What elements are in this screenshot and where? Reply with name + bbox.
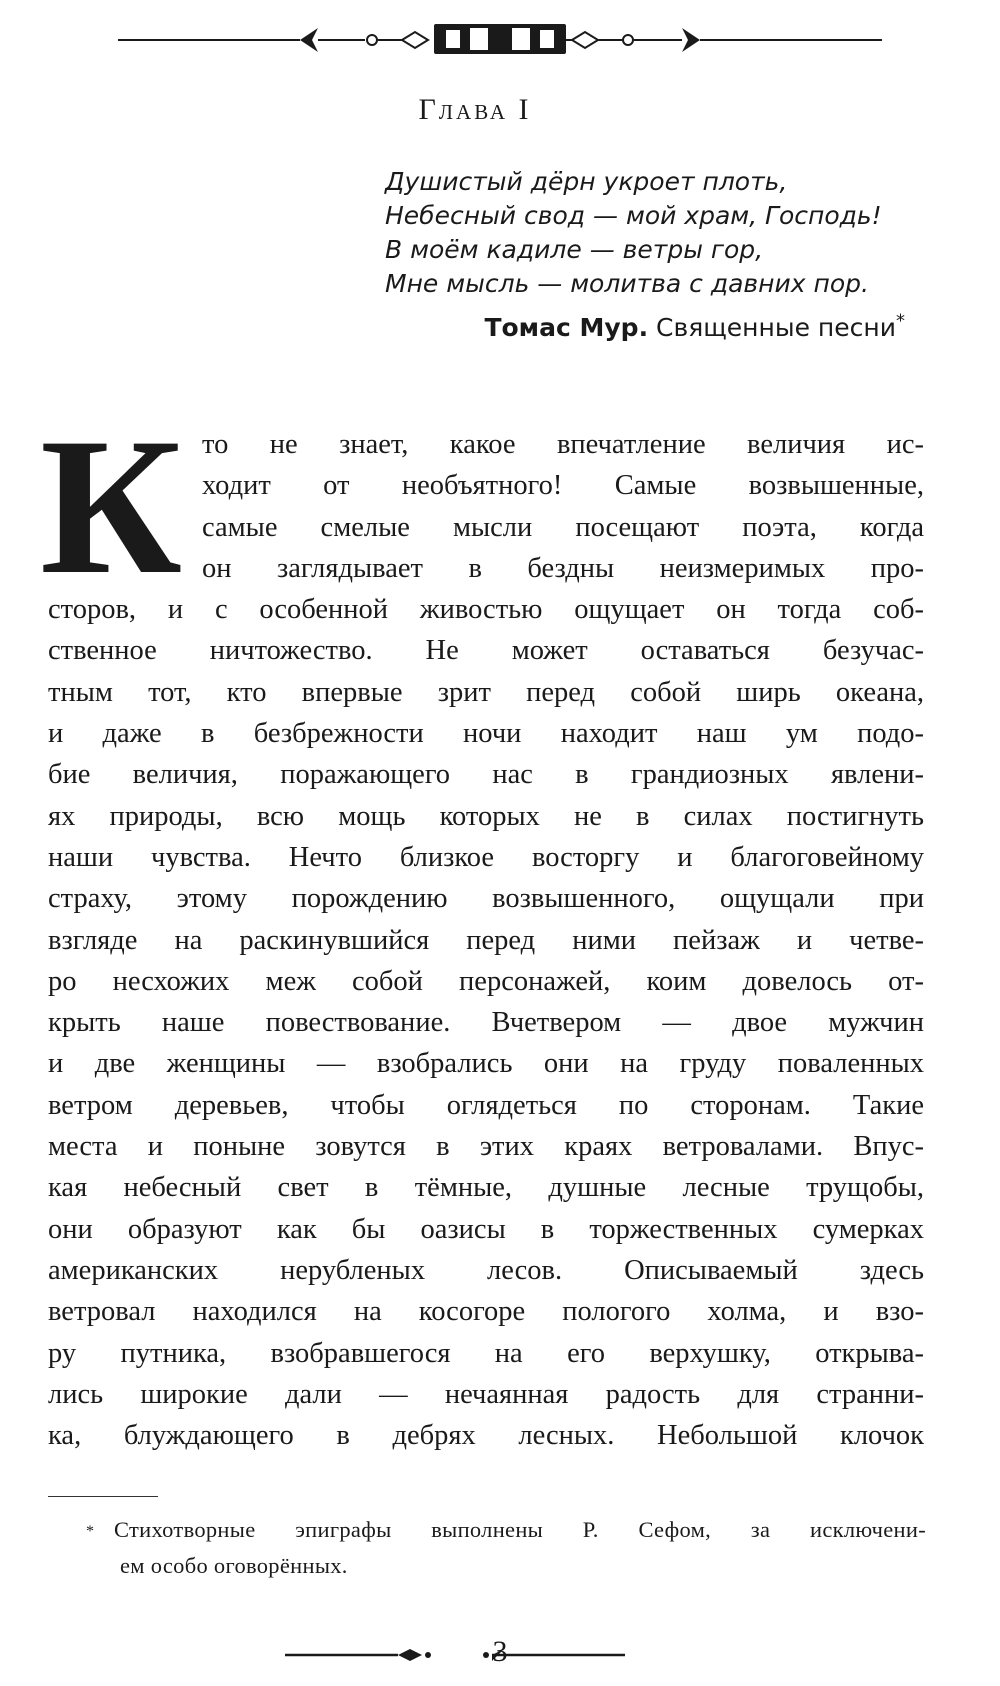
epigraph xyxy=(385,165,925,342)
body-line: ходит от необъятного! Самые возвышенные, xyxy=(202,470,924,502)
body-line: кая небесный свет в тёмные, душные лесные трущобы, xyxy=(48,1172,924,1204)
epigraph-author: Томас Мур. xyxy=(484,313,649,342)
body-line: они образуют как бы оазисы в торжественных сумерках xyxy=(48,1213,924,1245)
body-line: места и поныне зовутся в этих краях ветровалами. Впус- xyxy=(48,1131,924,1163)
body-line: ственное ничтожество. Не может оставаться безучас- xyxy=(48,635,924,667)
page-number: 3 xyxy=(492,1635,508,1668)
body-text xyxy=(48,424,924,1456)
body-line: бие величия, поражающего нас в грандиозных явлени- xyxy=(48,759,924,791)
body-line: то не знает, какое впечатление величия ис- xyxy=(202,429,924,460)
body-line: американских нерубленых лесов. Описываемый здесь xyxy=(48,1254,924,1286)
footnote-line: ем особо оговорённых. xyxy=(120,1553,348,1578)
body-line: сторов, и с особенной живостью ощущает он тогда соб- xyxy=(48,594,924,626)
body-line: ро несхожих меж собой персонажей, коим довелось от- xyxy=(48,965,924,997)
footnote-divider xyxy=(48,1496,158,1497)
body-line: самые смелые мысли посещают поэта, когда xyxy=(202,511,924,543)
body-line: он заглядывает в бездны неизмеримых про- xyxy=(202,552,924,584)
epigraph-attribution xyxy=(385,310,925,342)
body-line: наши чувства. Нечто близкое восторгу и благоговейному xyxy=(48,841,924,873)
footnote-marker: * xyxy=(86,1523,95,1540)
footnote-line: Стихотворные эпиграфы выполнены Р. Сефом, за исключени- xyxy=(114,1517,926,1542)
body-line: взгляде на раскинувшийся перед ними пейзаж и четве- xyxy=(48,924,924,956)
epigraph-line: В моём кадиле — ветры гор, xyxy=(385,235,764,264)
body-line: ветром деревьев, чтобы оглядеться по сторонам. Такие xyxy=(48,1089,924,1121)
footnote-reference[interactable]: * xyxy=(896,310,905,332)
body-line: лись широкие дали — нечаянная радость для странни- xyxy=(48,1378,924,1410)
epigraph-line: Душистый дёрн укроет плоть, xyxy=(385,167,788,196)
body-line: ветровал находился на косогоре пологого холма, и взо- xyxy=(48,1296,924,1328)
body-line: страху, этому порождению возвышенного, ощущали при xyxy=(48,883,924,915)
epigraph-line: Небесный свод — мой храм, Господь! xyxy=(385,201,882,230)
body-line: ру путника, взобравшегося на его верхушку, открыва- xyxy=(48,1337,924,1369)
body-line: и две женщины — взобрались они на груду поваленных xyxy=(48,1048,924,1080)
top-ornament xyxy=(0,10,1000,54)
footnote xyxy=(86,1512,926,1584)
body-line: ях природы, всю мощь которых не в силах постигнуть xyxy=(48,800,924,832)
epigraph-source: Священные песни xyxy=(656,313,896,342)
body-line: крыть наше повествование. Вчетвером — двое мужчин xyxy=(48,1007,924,1039)
body-line: ка, блуждающего в дебрях лесных. Небольшой клочок xyxy=(48,1420,924,1452)
body-line: тным тот, кто впервые зрит перед собой ширь океана, xyxy=(48,676,924,708)
chapter-title: Глава I xyxy=(418,93,532,126)
drop-cap: К xyxy=(40,398,183,615)
epigraph-line: Мне мысль — молитва с давних пор. xyxy=(385,269,869,298)
body-line: и даже в безбрежности ночи находит наш ум подо- xyxy=(48,718,924,750)
